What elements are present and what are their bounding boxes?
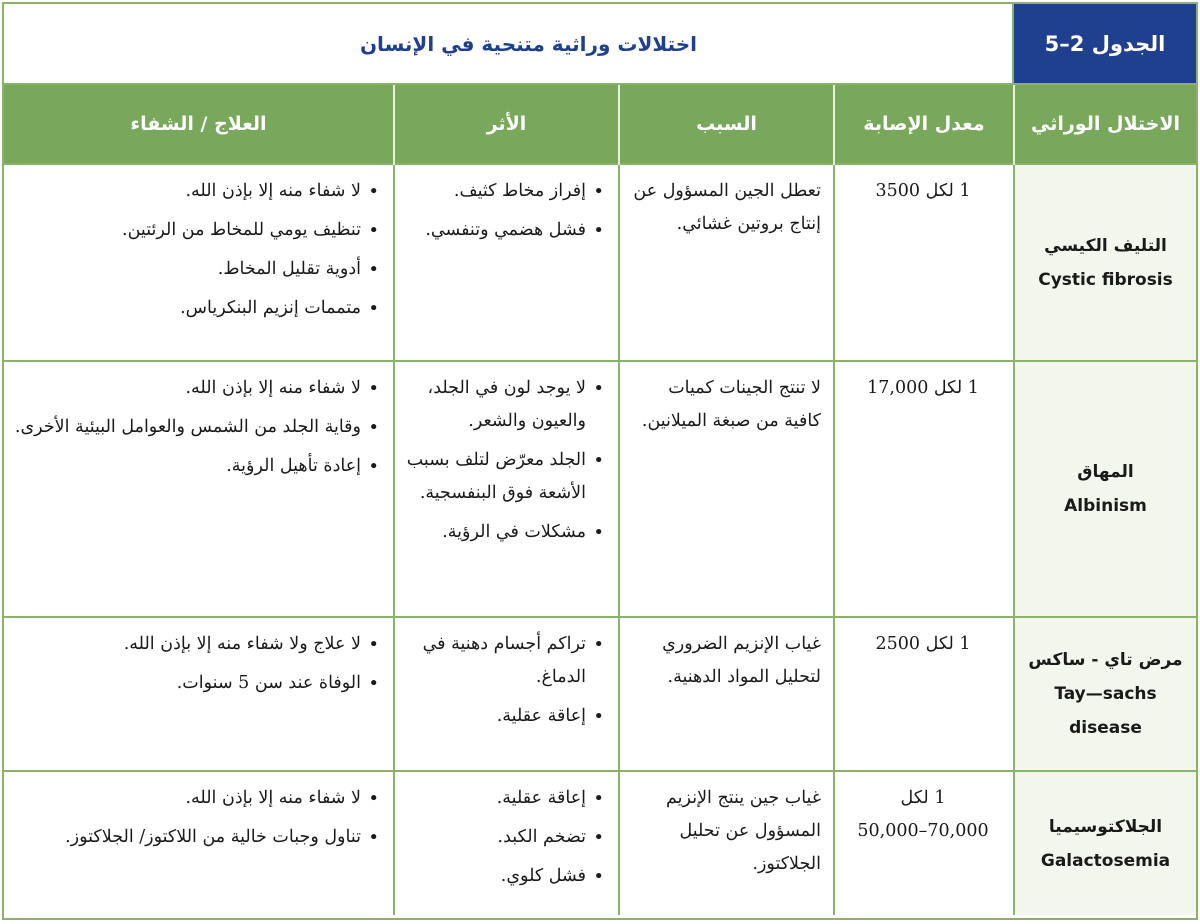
table-row [4,617,1196,771]
disorder-name-arabic: الجلاكتوسيميا [1048,816,1163,837]
effect-cell [394,617,619,771]
effect-item: • تضخم الكبد. [405,821,606,854]
treatment-cell [4,771,394,915]
disorder-name-english: Tay—sachs disease [1054,684,1157,738]
treatment-item: • أدوية تقليل المخاط. [14,253,381,286]
table-page [2,2,1198,920]
treatment-item: • تناول وجبات خالية من اللاكتوز/ الجلاكتوز. [14,821,381,854]
disorder-name-cell [1014,771,1196,915]
cause-text: غياب جين ينتج الإنزيم المسؤول عن تحليل الجلاكتوز. [666,788,821,874]
effect-item: • إعاقة عقلية. [405,700,606,733]
rate-value: 1 لكل 2500 [875,634,971,654]
disorder-name-arabic: التليف الكيسي [1044,235,1167,256]
cause-text: لا تنتج الجينات كميات كافية من صبغة الميلانين. [641,378,821,431]
cause-text: تعطل الجين المسؤول عن إنتاج بروتين غشائي. [633,181,821,234]
disorder-name-english: Galactosemia [1040,850,1171,871]
effect-list [405,628,606,733]
cause-cell [619,164,834,361]
treatment-list [14,372,381,483]
disorder-name-cell [1014,617,1196,771]
effect-item: • فشل هضمي وتنفسي. [405,214,606,247]
effect-item: • إعاقة عقلية. [405,782,606,815]
treatment-item: • وقاية الجلد من الشمس والعوامل البيئية الأخرى. [14,411,381,444]
treatment-list [14,782,381,854]
cause-cell [619,361,834,617]
treatment-item: • متممات إنزيم البنكرياس. [14,292,381,325]
treatment-item: • إعادة تأهيل الرؤية. [14,450,381,483]
rate-cell [834,771,1014,915]
effect-item: • إفراز مخاط كثيف. [405,175,606,208]
rate-cell [834,617,1014,771]
cause-text: غياب الإنزيم الضروري لتحليل المواد الدهنية. [662,634,821,687]
table-title-bar [4,4,1196,85]
effect-item: • الجلد معرّض لتلف بسبب الأشعة فوق البنفسجية. [405,444,606,510]
treatment-item: • لا علاج ولا شفاء منه إلا بإذن الله. [14,628,381,661]
effect-cell [394,771,619,915]
treatment-cell [4,617,394,771]
disorders-table [4,85,1196,915]
table-row [4,771,1196,915]
column-header-rate: معدل الإصابة [834,85,1014,164]
table-title: اختلالات وراثية متنحية في الإنسان [4,4,1014,83]
treatment-cell [4,164,394,361]
disorder-name-english: Cystic fibrosis [1038,269,1173,290]
treatment-list [14,175,381,325]
column-header-treatment: العلاج / الشفاء [4,85,394,164]
table-number-badge: الجدول 2–5 [1014,4,1196,83]
effect-cell [394,164,619,361]
effect-list [405,175,606,247]
effect-list [405,782,606,893]
disorder-name-english: Albinism [1064,496,1147,516]
rate-value: 1 لكل 17,000 [867,378,979,398]
column-header-disorder: الاختلال الوراثي [1014,85,1196,164]
table-header-row [4,85,1196,164]
effect-item: • لا يوجد لون في الجلد، والعيون والشعر. [405,372,606,438]
cause-cell [619,617,834,771]
effect-item: • مشكلات في الرؤية. [405,516,606,549]
treatment-item: • تنظيف يومي للمخاط من الرئتين. [14,214,381,247]
effect-cell [394,361,619,617]
table-row [4,361,1196,617]
treatment-item: • لا شفاء منه إلا بإذن الله. [14,782,381,815]
effect-item: • تراكم أجسام دهنية في الدماغ. [405,628,606,694]
disorder-name-cell [1014,164,1196,361]
rate-value-line2: 50,000–70,000 [857,821,989,841]
rate-value: 1 لكل 3500 [875,181,971,201]
rate-cell [834,361,1014,617]
effect-item: • فشل كلوي. [405,860,606,893]
rate-value-line1: 1 لكل [900,788,946,808]
column-header-cause: السبب [619,85,834,164]
disorder-name-arabic: المهاق [1077,462,1134,482]
rate-cell [834,164,1014,361]
treatment-item: • لا شفاء منه إلا بإذن الله. [14,175,381,208]
treatment-item: • الوفاة عند سن 5 سنوات. [14,667,381,700]
table-row [4,164,1196,361]
disorder-name-arabic: مرض تاي - ساكس [1028,650,1183,670]
treatment-cell [4,361,394,617]
treatment-list [14,628,381,700]
cause-cell [619,771,834,915]
treatment-item: • لا شفاء منه إلا بإذن الله. [14,372,381,405]
column-header-effect: الأثر [394,85,619,164]
effect-list [405,372,606,549]
disorder-name-cell [1014,361,1196,617]
